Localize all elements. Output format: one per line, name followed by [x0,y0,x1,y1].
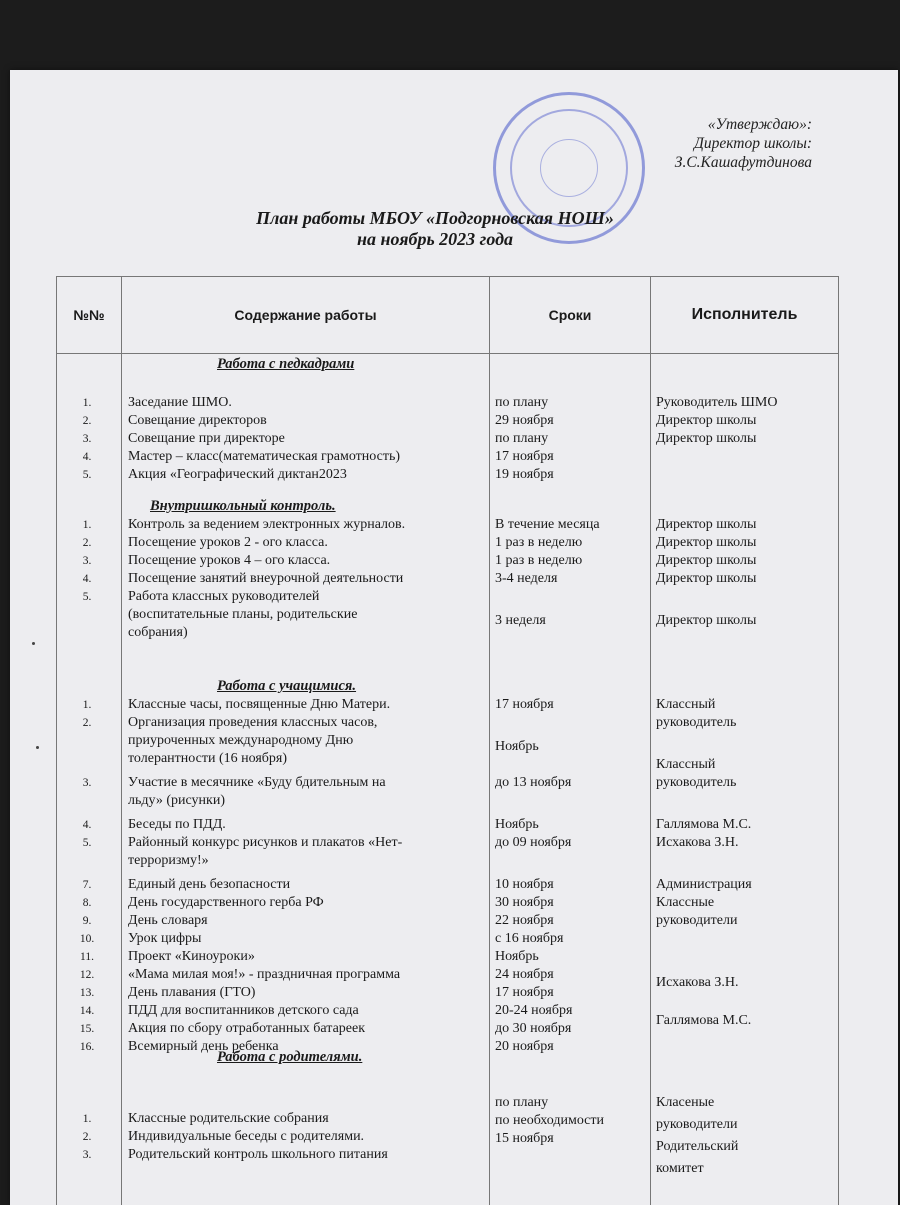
work-item: Индивидуальные беседы с родителями. [128,1128,364,1146]
row-number: 3. [57,1146,117,1164]
row-number: 4. [57,448,117,466]
date-item: 20-24 ноября [495,1002,572,1020]
work-item: Посещение уроков 2 - ого класса. [128,534,328,552]
row-number: 1. [57,516,117,534]
row-number: 10. [57,930,117,948]
date-item: по плану [495,1094,548,1112]
executor-item: комитет [656,1160,704,1178]
approval-block [675,115,812,172]
executor-item: Класеные [656,1094,714,1112]
header-dates: Сроки [490,277,651,354]
date-item: 10 ноября [495,876,554,894]
work-item: «Мама милая моя!» - праздничная программа [128,966,400,984]
row-number: 11. [57,948,117,966]
section-parents: Работа с родителями. [217,1049,362,1066]
work-item: Посещение уроков 4 – ого класса. [128,552,330,570]
date-item: по плану [495,394,548,412]
work-column [122,354,490,1205]
date-item: 29 ноября [495,412,554,430]
date-item: до 09 ноября [495,834,571,852]
date-item: 1 раз в неделю [495,552,582,570]
row-number: 16. [57,1038,117,1056]
row-number: 5. [57,834,117,852]
work-item: Районный конкурс рисунков и плакатов «Нет- [128,834,402,852]
work-item: ПДД для воспитанников детского сада [128,1002,359,1020]
executor-item: Директор школы [656,612,756,630]
approval-line-2: Директор школы: [675,134,812,153]
date-item: 22 ноября [495,912,554,930]
work-item: Классные родительские собрания [128,1110,329,1128]
row-number: 3. [57,430,117,448]
work-item: Акция «Географический диктан2023 [128,466,347,484]
row-number: 13. [57,984,117,1002]
date-item: 17 ноября [495,448,554,466]
document-page [10,70,898,1205]
date-item: до 30 ноября [495,1020,571,1038]
date-item: до 13 ноября [495,774,571,792]
executor-item: руководитель [656,774,736,792]
date-item: 20 ноября [495,1038,554,1056]
section-students: Работа с учащимися. [217,678,356,695]
executor-item: руководители [656,912,737,930]
row-number: 4. [57,816,117,834]
number-column [57,354,122,1205]
executor-item: Классный [656,756,715,774]
date-item: 17 ноября [495,696,554,714]
date-item: В течение месяца [495,516,600,534]
work-item: Мастер – класс(математическая грамотность) [128,448,400,466]
work-item: Контроль за ведением электронных журналов. [128,516,405,534]
executor-item: Классные [656,894,714,912]
work-item: Родительский контроль школьного питания [128,1146,388,1164]
row-number: 1. [57,696,117,714]
header-executor: Исполнитель [651,277,839,354]
executor-item: Директор школы [656,552,756,570]
date-item: по плану [495,430,548,448]
executor-item: руководитель [656,714,736,732]
work-item: День государственного герба РФ [128,894,324,912]
dates-column [490,354,651,1205]
row-number: 3. [57,552,117,570]
executor-item: руководители [656,1116,737,1134]
row-number: 7. [57,876,117,894]
date-item: 3 неделя [495,612,546,630]
section-staff: Работа с педкадрами [217,356,354,373]
approval-line-3: З.С.Кашафутдинова [675,153,812,172]
date-item: Ноябрь [495,738,539,756]
work-item: День плавания (ГТО) [128,984,255,1002]
executor-item: Директор школы [656,516,756,534]
work-item: Посещение занятий внеурочной деятельности [128,570,403,588]
work-item: Единый день безопасности [128,876,290,894]
executor-item: Администрация [656,876,752,894]
date-item: с 16 ноября [495,930,563,948]
date-item: 24 ноября [495,966,554,984]
work-item: Всемирный день ребенка [128,1038,279,1056]
date-item: 19 ноября [495,466,554,484]
executor-item: Галлямова М.С. [656,816,751,834]
row-number: 9. [57,912,117,930]
date-item: 17 ноября [495,984,554,1002]
work-item: Классные часы, посвященные Дню Матери. [128,696,390,714]
date-item: 30 ноября [495,894,554,912]
executor-item: Классный [656,696,715,714]
work-item: День словаря [128,912,208,930]
row-number: 15. [57,1020,117,1038]
header-work-content: Содержание работы [122,277,490,354]
date-item: 3-4 неделя [495,570,557,588]
work-item: терроризму!» [128,852,209,870]
work-item: Урок цифры [128,930,201,948]
document-title: План работы МБОУ «Подгорновская НОШ» [10,208,860,229]
executor-item: Директор школы [656,430,756,448]
row-number: 5. [57,588,117,606]
work-item: приуроченных международному Дню [128,732,353,750]
work-item: Проект «Киноуроки» [128,948,255,966]
work-item: Акция по сбору отработанных батареек [128,1020,365,1038]
document-subtitle: на ноябрь 2023 года [10,229,860,250]
row-number: 2. [57,1128,117,1146]
work-item: Совещание директоров [128,412,267,430]
work-item: Беседы по ПДД. [128,816,226,834]
work-item: Участие в месячнике «Буду бдительным на [128,774,386,792]
executor-item: Исхакова З.Н. [656,974,739,992]
work-item: собрания) [128,624,188,642]
work-item: льду» (рисунки) [128,792,225,810]
row-number: 2. [57,412,117,430]
date-item: 1 раз в неделю [495,534,582,552]
work-item: Совещание при директоре [128,430,285,448]
executor-item: Родительский [656,1138,738,1156]
work-item: Работа классных руководителей [128,588,319,606]
row-number: 5. [57,466,117,484]
executor-column [651,354,839,1205]
work-item: Организация проведения классных часов, [128,714,377,732]
executor-item: Директор школы [656,570,756,588]
approval-line-1: «Утверждаю»: [675,115,812,134]
executor-item: Руководитель ШМО [656,394,778,412]
row-number: 12. [57,966,117,984]
row-number: 4. [57,570,117,588]
date-item: Ноябрь [495,816,539,834]
work-item: (воспитательные планы, родительские [128,606,357,624]
row-number: 1. [57,394,117,412]
row-number: 2. [57,534,117,552]
work-item: толерантности (16 ноября) [128,750,287,768]
header-number: №№ [57,277,122,354]
row-number: 3. [57,774,117,792]
paper-mark [36,746,39,749]
executor-item: Директор школы [656,412,756,430]
plan-table [56,276,839,1205]
paper-mark [32,642,35,645]
executor-item: Директор школы [656,534,756,552]
executor-item: Исхакова З.Н. [656,834,739,852]
work-item: Заседание ШМО. [128,394,232,412]
row-number: 2. [57,714,117,732]
row-number: 1. [57,1110,117,1128]
row-number: 14. [57,1002,117,1020]
date-item: Ноябрь [495,948,539,966]
section-control: Внутришкольный контроль. [150,498,336,515]
date-item: 15 ноября [495,1130,554,1148]
executor-item: Галлямова М.С. [656,1012,751,1030]
date-item: по необходимости [495,1112,604,1130]
row-number: 8. [57,894,117,912]
